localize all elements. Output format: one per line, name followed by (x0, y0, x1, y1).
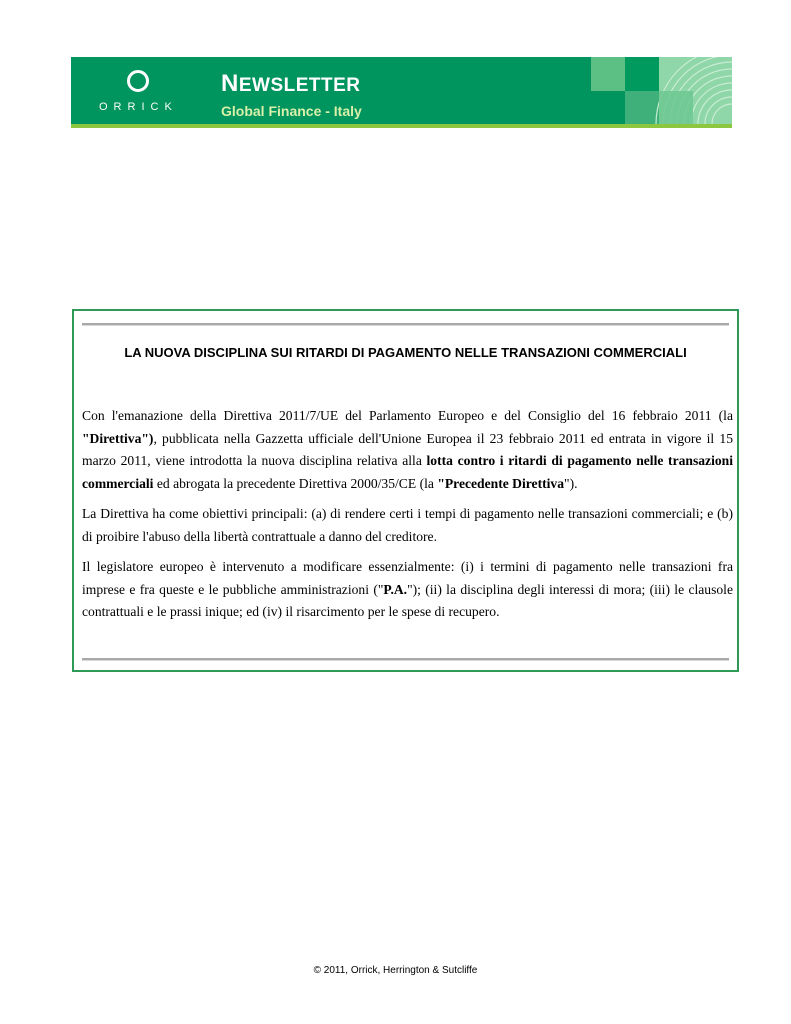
p3-bold-pa: P.A. (383, 581, 408, 597)
banner-decoration (591, 57, 732, 124)
p1-text-3: ed abrogata la precedente Direttiva 2000/35/CE (la (153, 475, 438, 491)
article-box (72, 309, 739, 672)
paragraph-3 (82, 556, 733, 624)
newsletter-banner (71, 57, 732, 124)
top-divider (82, 323, 729, 326)
footer-copyright: © 2011, Orrick, Herrington & Sutcliffe (313, 965, 478, 976)
p1-bold-lotta: lotta contro i ritardi di pagamento nelle transazioni commerciali (82, 453, 734, 491)
p1-text-2: , pubblicata nella Gazzetta ufficiale dell'Unione Europea il 23 febbraio 2011 ed entrata in vigore il 15 marzo 2011, viene introdotta la nuova disciplina relativa alla (82, 430, 733, 468)
paragraph-1 (82, 405, 733, 495)
orrick-logo-text: ORRICK (99, 101, 178, 113)
orrick-logo-circle-icon (127, 70, 149, 92)
newsletter-title-initial: N (221, 70, 239, 97)
newsletter-title (221, 70, 361, 98)
p3-text-1: Il legislatore europeo è intervenuto a modificare essenzialmente: (i) i termini di pagamento nelle transazioni fra imprese e fra queste e le pubbliche amministrazioni (" (82, 559, 733, 597)
bottom-divider (82, 658, 729, 661)
newsletter-subtitle: Global Finance - Italy (221, 103, 362, 119)
paragraph-2: La Direttiva ha come obiettivi principali: (a) di rendere certi i tempi di pagamento nelle transazioni commerciali; e (b) di proibire l'abuso della libertà contrattuale a danno del creditore. (82, 506, 733, 544)
p3-text-2: "); (ii) la disciplina degli interessi di mora; (iii) le clausole contrattuali e le prassi inique; ed (iv) il risarcimento per le spese di recupero. (82, 581, 733, 619)
p1-bold-precedente: "Precedente Direttiva (437, 475, 565, 491)
p1-text-4: "). (564, 475, 578, 491)
article-title: LA NUOVA DISCIPLINA SUI RITARDI DI PAGAMENTO NELLE TRANSAZIONI COMMERCIALI (124, 345, 687, 360)
banner-underline (71, 124, 732, 128)
article-body (82, 405, 733, 632)
p1-text-1: Con l'emanazione della Direttiva 2011/7/UE del Parlamento Europeo e del Consiglio del 16 febbraio 2011 (la (82, 408, 733, 423)
p1-bold-direttiva: "Direttiva") (82, 430, 154, 446)
newsletter-title-rest: EWSLETTER (238, 75, 361, 96)
